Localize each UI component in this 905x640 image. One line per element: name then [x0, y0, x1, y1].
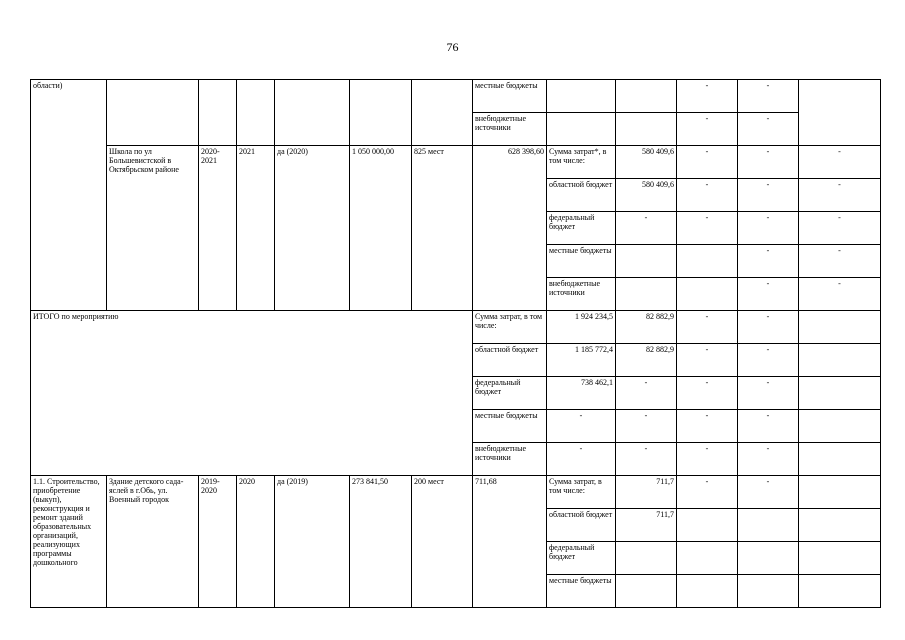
source-cell: местные бюджеты	[473, 410, 547, 443]
year-2021-cell	[738, 509, 799, 542]
remainder-cell: 628 398,60	[473, 146, 547, 311]
year-2022-cell	[799, 542, 881, 575]
year-2020-cell	[677, 278, 738, 311]
total-cell: -	[547, 443, 616, 476]
source-cell: внебюджетные источники	[473, 443, 547, 476]
source-cell: федеральный бюджет	[547, 212, 616, 245]
year-2022-cell: -	[799, 146, 881, 179]
period-cell: 2019-2020	[199, 476, 237, 608]
year-in-cell: 2020	[237, 476, 275, 608]
object-cell: Школа по ул Большевистской в Октябрьском районе	[107, 146, 199, 311]
source-cell: областной бюджет	[473, 344, 547, 377]
total-cell	[616, 542, 677, 575]
total-cell: -	[547, 410, 616, 443]
year-2020-cell	[677, 509, 738, 542]
year-2020-cell: -	[616, 443, 677, 476]
year-2021-cell	[738, 542, 799, 575]
capacity-cell: 825 мест	[412, 146, 473, 311]
table-row	[31, 146, 881, 179]
year-2021-cell: -	[738, 179, 799, 212]
year-in-cell: 2021	[237, 146, 275, 311]
source-cell: Сумма затрат, в том числе:	[547, 476, 616, 509]
psd-cell: да (2020)	[275, 146, 350, 311]
source-cell: федеральный бюджет	[547, 542, 616, 575]
year-2020-cell	[616, 113, 677, 146]
year-2020-cell: -	[616, 377, 677, 410]
program-name-cell: области)	[31, 80, 107, 311]
source-cell: Сумма затрат*, в том числе:	[547, 146, 616, 179]
year-2021-cell: -	[738, 146, 799, 179]
year-2020-cell	[677, 245, 738, 278]
total-cell: 738 462,1	[547, 377, 616, 410]
year-2022-cell: -	[738, 80, 799, 113]
year-2021-cell: -	[677, 344, 738, 377]
year-2020-cell: -	[616, 410, 677, 443]
total-cell: 711,7	[616, 509, 677, 542]
total-cell	[547, 80, 616, 113]
year-2021-cell: -	[738, 212, 799, 245]
year-2020-cell: -	[677, 146, 738, 179]
capacity-cell: 200 мест	[412, 476, 473, 608]
source-cell: областной бюджет	[547, 179, 616, 212]
year-2020-cell	[677, 542, 738, 575]
total-cell	[547, 113, 616, 146]
year-2020-cell: -	[677, 212, 738, 245]
year-2022-cell: -	[738, 443, 799, 476]
year-2021-cell: -	[677, 80, 738, 113]
year-2021-cell	[738, 575, 799, 608]
total-cell	[616, 575, 677, 608]
year-2020-cell: -	[677, 179, 738, 212]
year-2022-cell: -	[738, 377, 799, 410]
year-2021-cell: -	[738, 245, 799, 278]
total-cell: 580 409,6	[616, 179, 677, 212]
year-2021-cell: -	[738, 476, 799, 509]
year-2022-cell	[799, 575, 881, 608]
year-2022-cell	[799, 476, 881, 509]
year-2020-cell	[677, 575, 738, 608]
total-cell: 580 409,6	[616, 146, 677, 179]
year-2021-cell: -	[738, 278, 799, 311]
year-2020-cell	[616, 80, 677, 113]
year-2022-cell: -	[799, 278, 881, 311]
total-cell	[616, 245, 677, 278]
year-2022-cell	[799, 509, 881, 542]
psd-cell: да (2019)	[275, 476, 350, 608]
source-cell: внебюджетные источники	[473, 113, 547, 146]
source-cell: местные бюджеты	[547, 245, 616, 278]
year-2022-cell: -	[738, 311, 799, 344]
year-2020-cell: 82 882,9	[616, 344, 677, 377]
period-cell: 2020-2021	[199, 146, 237, 311]
remainder-cell: 711,68	[473, 476, 547, 608]
year-2021-cell: -	[677, 410, 738, 443]
source-cell: Сумма затрат, в том числе:	[473, 311, 547, 344]
source-cell: федеральный бюджет	[473, 377, 547, 410]
object-cell: Здание детского сада-яслей в г.Обь, ул. Военный городок	[107, 476, 199, 608]
year-2022-cell: -	[799, 179, 881, 212]
table-row	[31, 311, 881, 344]
source-cell: местные бюджеты	[547, 575, 616, 608]
year-2022-cell: -	[799, 212, 881, 245]
total-cell: 1 185 772,4	[547, 344, 616, 377]
source-cell: внебюджетные источники	[547, 278, 616, 311]
year-2022-cell: -	[738, 410, 799, 443]
total-cell: 1 924 234,5	[547, 311, 616, 344]
table-row	[31, 80, 881, 113]
year-2021-cell: -	[677, 311, 738, 344]
budget-table	[30, 79, 881, 608]
year-2021-cell: -	[677, 443, 738, 476]
cost-cell: 1 050 000,00	[350, 146, 412, 311]
year-2022-cell: -	[799, 245, 881, 278]
cost-cell: 273 841,50	[350, 476, 412, 608]
program-name-cell: 1.1. Строительство, приобретение (выкуп), реконструкция и ремонт зданий образовательных организаций, реализующих программы дошкольного	[31, 476, 107, 608]
total-cell: 711,7	[616, 476, 677, 509]
source-cell: областной бюджет	[547, 509, 616, 542]
page-number: 76	[446, 40, 459, 54]
table-row	[31, 476, 881, 509]
total-cell: -	[616, 212, 677, 245]
itogo-label: ИТОГО по мероприятию	[31, 311, 473, 476]
total-cell	[616, 278, 677, 311]
year-2021-cell: -	[677, 113, 738, 146]
year-2022-cell: -	[738, 344, 799, 377]
year-2022-cell: -	[738, 113, 799, 146]
year-2020-cell: 82 882,9	[616, 311, 677, 344]
year-2021-cell: -	[677, 377, 738, 410]
year-2020-cell: -	[677, 476, 738, 509]
source-cell: местные бюджеты	[473, 80, 547, 113]
